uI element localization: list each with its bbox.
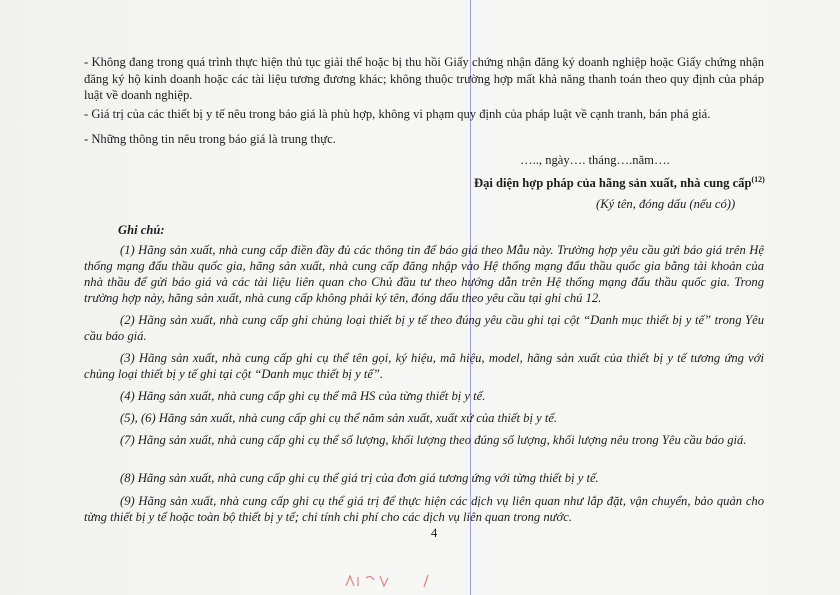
note-item-3: (3) Hãng sản xuất, nhà cung cấp ghi cụ thể tên gọi, ký hiệu, mã hiệu, model, hãng sản xuất của thiết bị y tế tương ứng với chủng loại thiết bị y tế ghi tại cột “Danh mục thiết bị y tế”. (84, 351, 764, 381)
signature-title (474, 175, 765, 191)
signature-date-line: ….., ngày…. tháng….năm…. (520, 153, 670, 167)
note-item-8: (8) Hãng sản xuất, nhà cung cấp ghi cụ thể giá trị của đơn giá tương ứng với từng thiết bị y tế. (120, 471, 599, 485)
signature-title-reference: (12) (751, 175, 765, 184)
notes-heading: Ghi chú: (118, 223, 165, 237)
page-number: 4 (431, 526, 438, 540)
condition-paragraph-2: - Giá trị của các thiết bị y tế nêu trong báo giá là phù hợp, không vi phạm quy định của pháp luật về cạnh tranh, bán phá giá. (84, 107, 711, 121)
stamp-fragment-icon (340, 572, 450, 590)
signature-note: (Ký tên, đóng dấu (nếu có)) (596, 197, 736, 211)
note-item-7: (7) Hãng sản xuất, nhà cung cấp ghi cụ thể số lượng, khối lượng theo đúng số lượng, khối lượng nêu trong Yêu cầu báo giá. (120, 433, 747, 447)
note-item-5-6: (5), (6) Hãng sản xuất, nhà cung cấp ghi cụ thể năm sản xuất, xuất xứ của thiết bị y tế. (120, 411, 558, 425)
note-item-1: (1) Hãng sản xuất, nhà cung cấp điền đầy đủ các thông tin để báo giá theo Mẫu này. Trường hợp yêu cầu gửi báo giá trên Hệ thống mạng đấu thầu quốc gia, hãng sản xuất, nhà cung cấp đăng nhập vào Hệ thống mạng đấu thầu quốc gia bằng tài khoản của nhà thầu để gửi báo giá và các tài liệu liên quan cho Chủ đầu tư theo hướng dẫn trên Hệ thống mạng đấu thầu quốc gia. Trong trường hợp này, hãng sản xuất, nhà cung cấp không phải ký tên, đóng dấu theo yêu cầu tại ghi chú 12. (84, 243, 764, 305)
note-item-4: (4) Hãng sản xuất, nhà cung cấp ghi cụ thể mã HS của từng thiết bị y tế. (120, 389, 486, 403)
note-item-9: (9) Hãng sản xuất, nhà cung cấp ghi cụ thể giá trị để thực hiện các dịch vụ liên quan như lắp đặt, vận chuyển, bảo quản cho từng thiết bị y tế hoặc toàn bộ thiết bị y tế; chi tính chi phí cho các dịch vụ liên quan trong nước. (84, 494, 764, 524)
condition-paragraph-3: - Những thông tin nêu trong báo giá là trung thực. (84, 132, 336, 146)
signature-title-text: Đại diện hợp pháp của hãng sản xuất, nhà cung cấp (474, 176, 752, 191)
condition-paragraph-1: - Không đang trong quá trình thực hiện thủ tục giải thể hoặc bị thu hồi Giấy chứng nhận đăng ký doanh nghiệp hoặc Giấy chứng nhận đăng ký hộ kinh doanh hoặc các tài liệu tương đương khác; không thuộc trường hợp mất khả năng thanh toán theo quy định của pháp luật về doanh nghiệp. (84, 55, 764, 102)
note-item-2: (2) Hãng sản xuất, nhà cung cấp ghi chủng loại thiết bị y tế theo đúng yêu cầu ghi tại cột “Danh mục thiết bị y tế” trong Yêu cầu báo giá. (84, 313, 764, 343)
